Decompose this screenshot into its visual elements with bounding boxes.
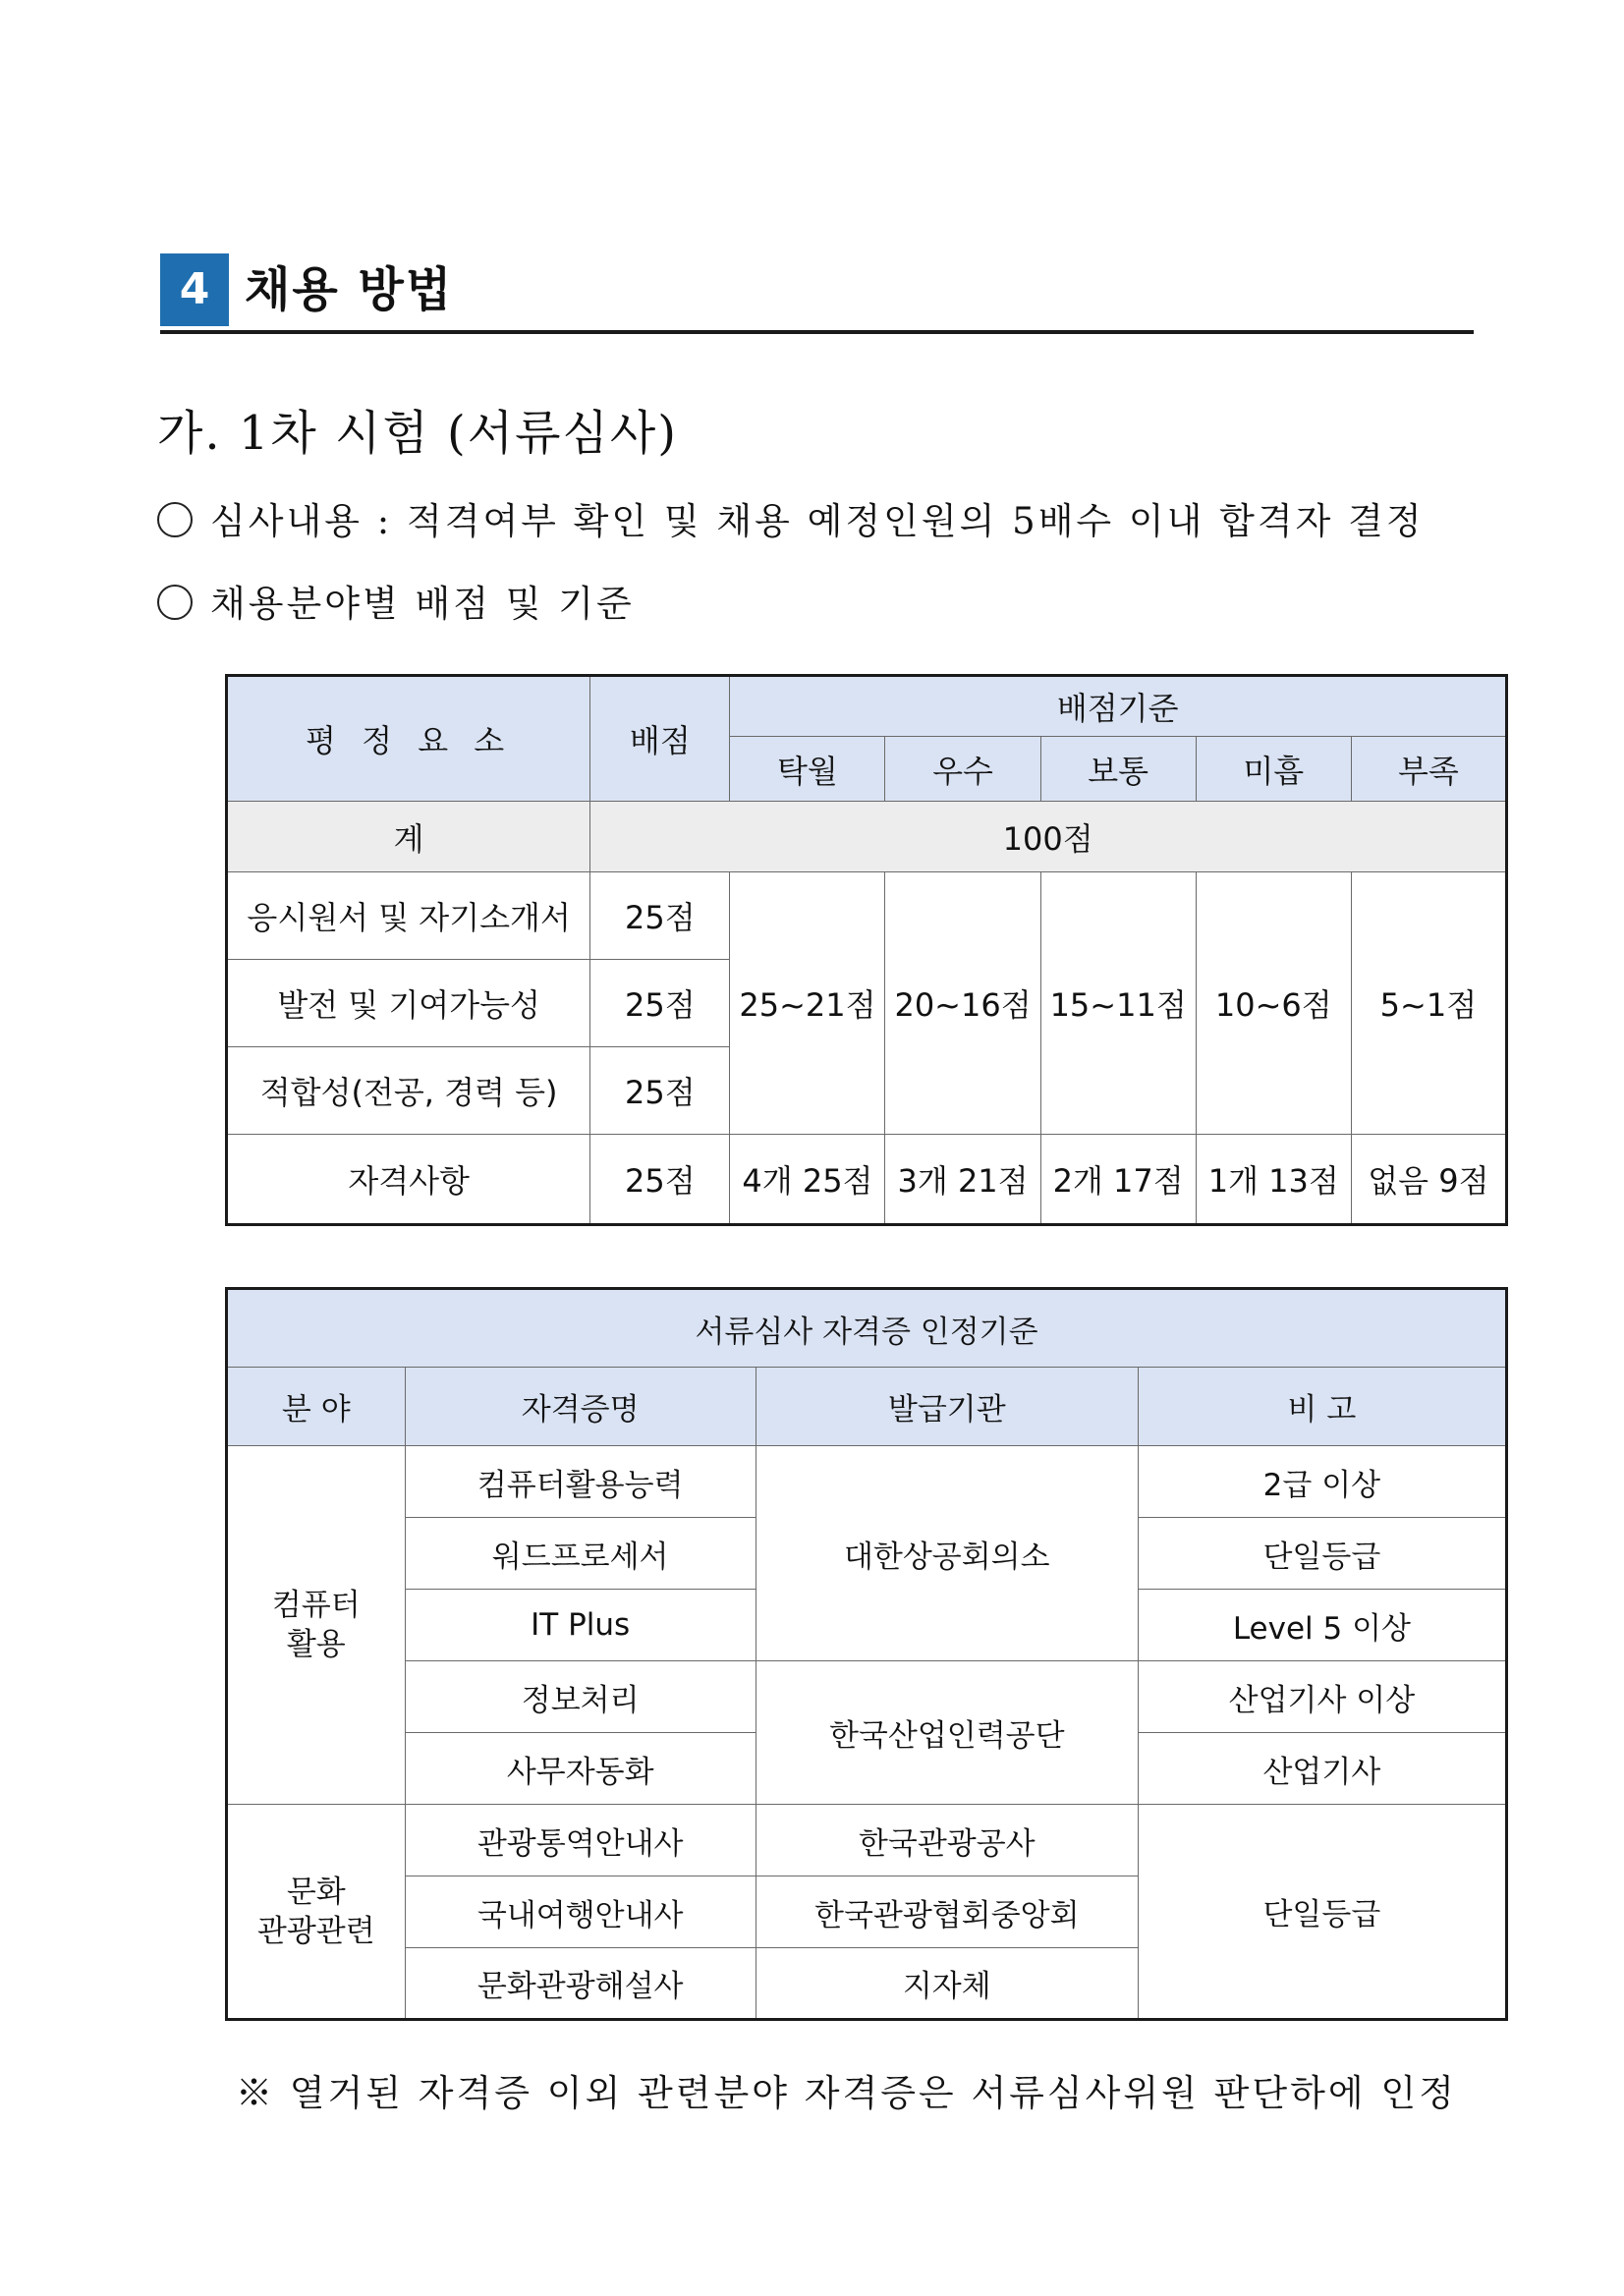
cert-name-cell: 국내여행안내사: [405, 1876, 756, 1948]
note-cell: 2급 이상: [1138, 1446, 1506, 1518]
range-cell: 10~6점: [1196, 872, 1351, 1135]
cert-table-title: 서류심사 자격증 인정기준: [227, 1289, 1507, 1368]
section-title: 채용 방법: [245, 262, 454, 317]
cert-name-cell: 문화관광해설사: [405, 1948, 756, 2020]
field-cell: 문화 관광관련: [227, 1805, 406, 2020]
qualification-score-cell: 4개 25점: [730, 1135, 885, 1225]
note-cell: 산업기사 이상: [1138, 1661, 1506, 1733]
points-cell: 25점: [590, 872, 730, 960]
subsection-title: 가. 1차 시험 (서류심사): [157, 406, 678, 461]
bullet-text: 채용분야별 배점 및 기준: [210, 583, 635, 625]
qualification-score-cell: 1개 13점: [1196, 1135, 1351, 1225]
section-number-badge: 4: [160, 253, 229, 326]
header-field: 분 야: [227, 1368, 406, 1446]
range-cell: 25~21점: [730, 872, 885, 1135]
header-factor: 평 정 요 소: [227, 676, 590, 802]
points-cell: 25점: [590, 1135, 730, 1225]
bullet-text: 심사내용 : 적격여부 확인 및 채용 예정인원의 5배수 이내 합격자 결정: [210, 500, 1425, 542]
factor-cell: 응시원서 및 자기소개서: [227, 872, 590, 960]
circle-bullet-icon: [157, 585, 193, 620]
note-cell: 단일등급: [1138, 1518, 1506, 1590]
issuer-cell: 대한상공회의소: [756, 1446, 1138, 1661]
field-cell: 컴퓨터 활용: [227, 1446, 406, 1805]
issuer-cell: 한국산업인력공단: [756, 1661, 1138, 1805]
note-cell: 단일등급: [1138, 1805, 1506, 2020]
circle-bullet-icon: [157, 502, 193, 537]
qualification-score-cell: 없음 9점: [1351, 1135, 1506, 1225]
header-points: 배점: [590, 676, 730, 802]
header-issuer: 발급기관: [756, 1368, 1138, 1446]
issuer-cell: 지자체: [756, 1948, 1138, 2020]
range-cell: 15~11점: [1040, 872, 1196, 1135]
factor-cell: 발전 및 기여가능성: [227, 960, 590, 1047]
cert-name-cell: 컴퓨터활용능력: [405, 1446, 756, 1518]
score-criteria-table: [225, 674, 1508, 1226]
certificate-criteria-table: [225, 1287, 1508, 2021]
footnote: ※ 열거된 자격증 이외 관련분야 자격증은 서류심사위원 판단하에 인정: [236, 2072, 1457, 2114]
factor-cell: 적합성(전공, 경력 등): [227, 1047, 590, 1135]
cert-name-cell: IT Plus: [405, 1590, 756, 1661]
qualification-score-cell: 2개 17점: [1040, 1135, 1196, 1225]
cert-name-cell: 정보처리: [405, 1661, 756, 1733]
header-level: 탁월: [730, 737, 885, 802]
cert-name-cell: 관광통역안내사: [405, 1805, 756, 1876]
points-cell: 25점: [590, 1047, 730, 1135]
bullet-scoring-criteria: [157, 574, 635, 627]
header-criteria: 배점기준: [730, 676, 1507, 737]
header-note: 비 고: [1138, 1368, 1506, 1446]
qualification-score-cell: 3개 21점: [885, 1135, 1040, 1225]
total-label: 계: [227, 802, 590, 872]
header-cert-name: 자격증명: [405, 1368, 756, 1446]
range-cell: 20~16점: [885, 872, 1040, 1135]
issuer-cell: 한국관광협회중앙회: [756, 1876, 1138, 1948]
factor-cell: 자격사항: [227, 1135, 590, 1225]
cert-name-cell: 사무자동화: [405, 1733, 756, 1805]
points-cell: 25점: [590, 960, 730, 1047]
cert-name-cell: 워드프로세서: [405, 1518, 756, 1590]
note-cell: Level 5 이상: [1138, 1590, 1506, 1661]
bullet-review-content: [157, 491, 1425, 544]
total-value: 100점: [590, 802, 1507, 872]
note-cell: 산업기사: [1138, 1733, 1506, 1805]
header-level: 우수: [885, 737, 1040, 802]
section-header: [160, 253, 1474, 334]
header-level: 미흡: [1196, 737, 1351, 802]
header-level: 부족: [1351, 737, 1506, 802]
header-level: 보통: [1040, 737, 1196, 802]
range-cell: 5~1점: [1351, 872, 1506, 1135]
issuer-cell: 한국관광공사: [756, 1805, 1138, 1876]
